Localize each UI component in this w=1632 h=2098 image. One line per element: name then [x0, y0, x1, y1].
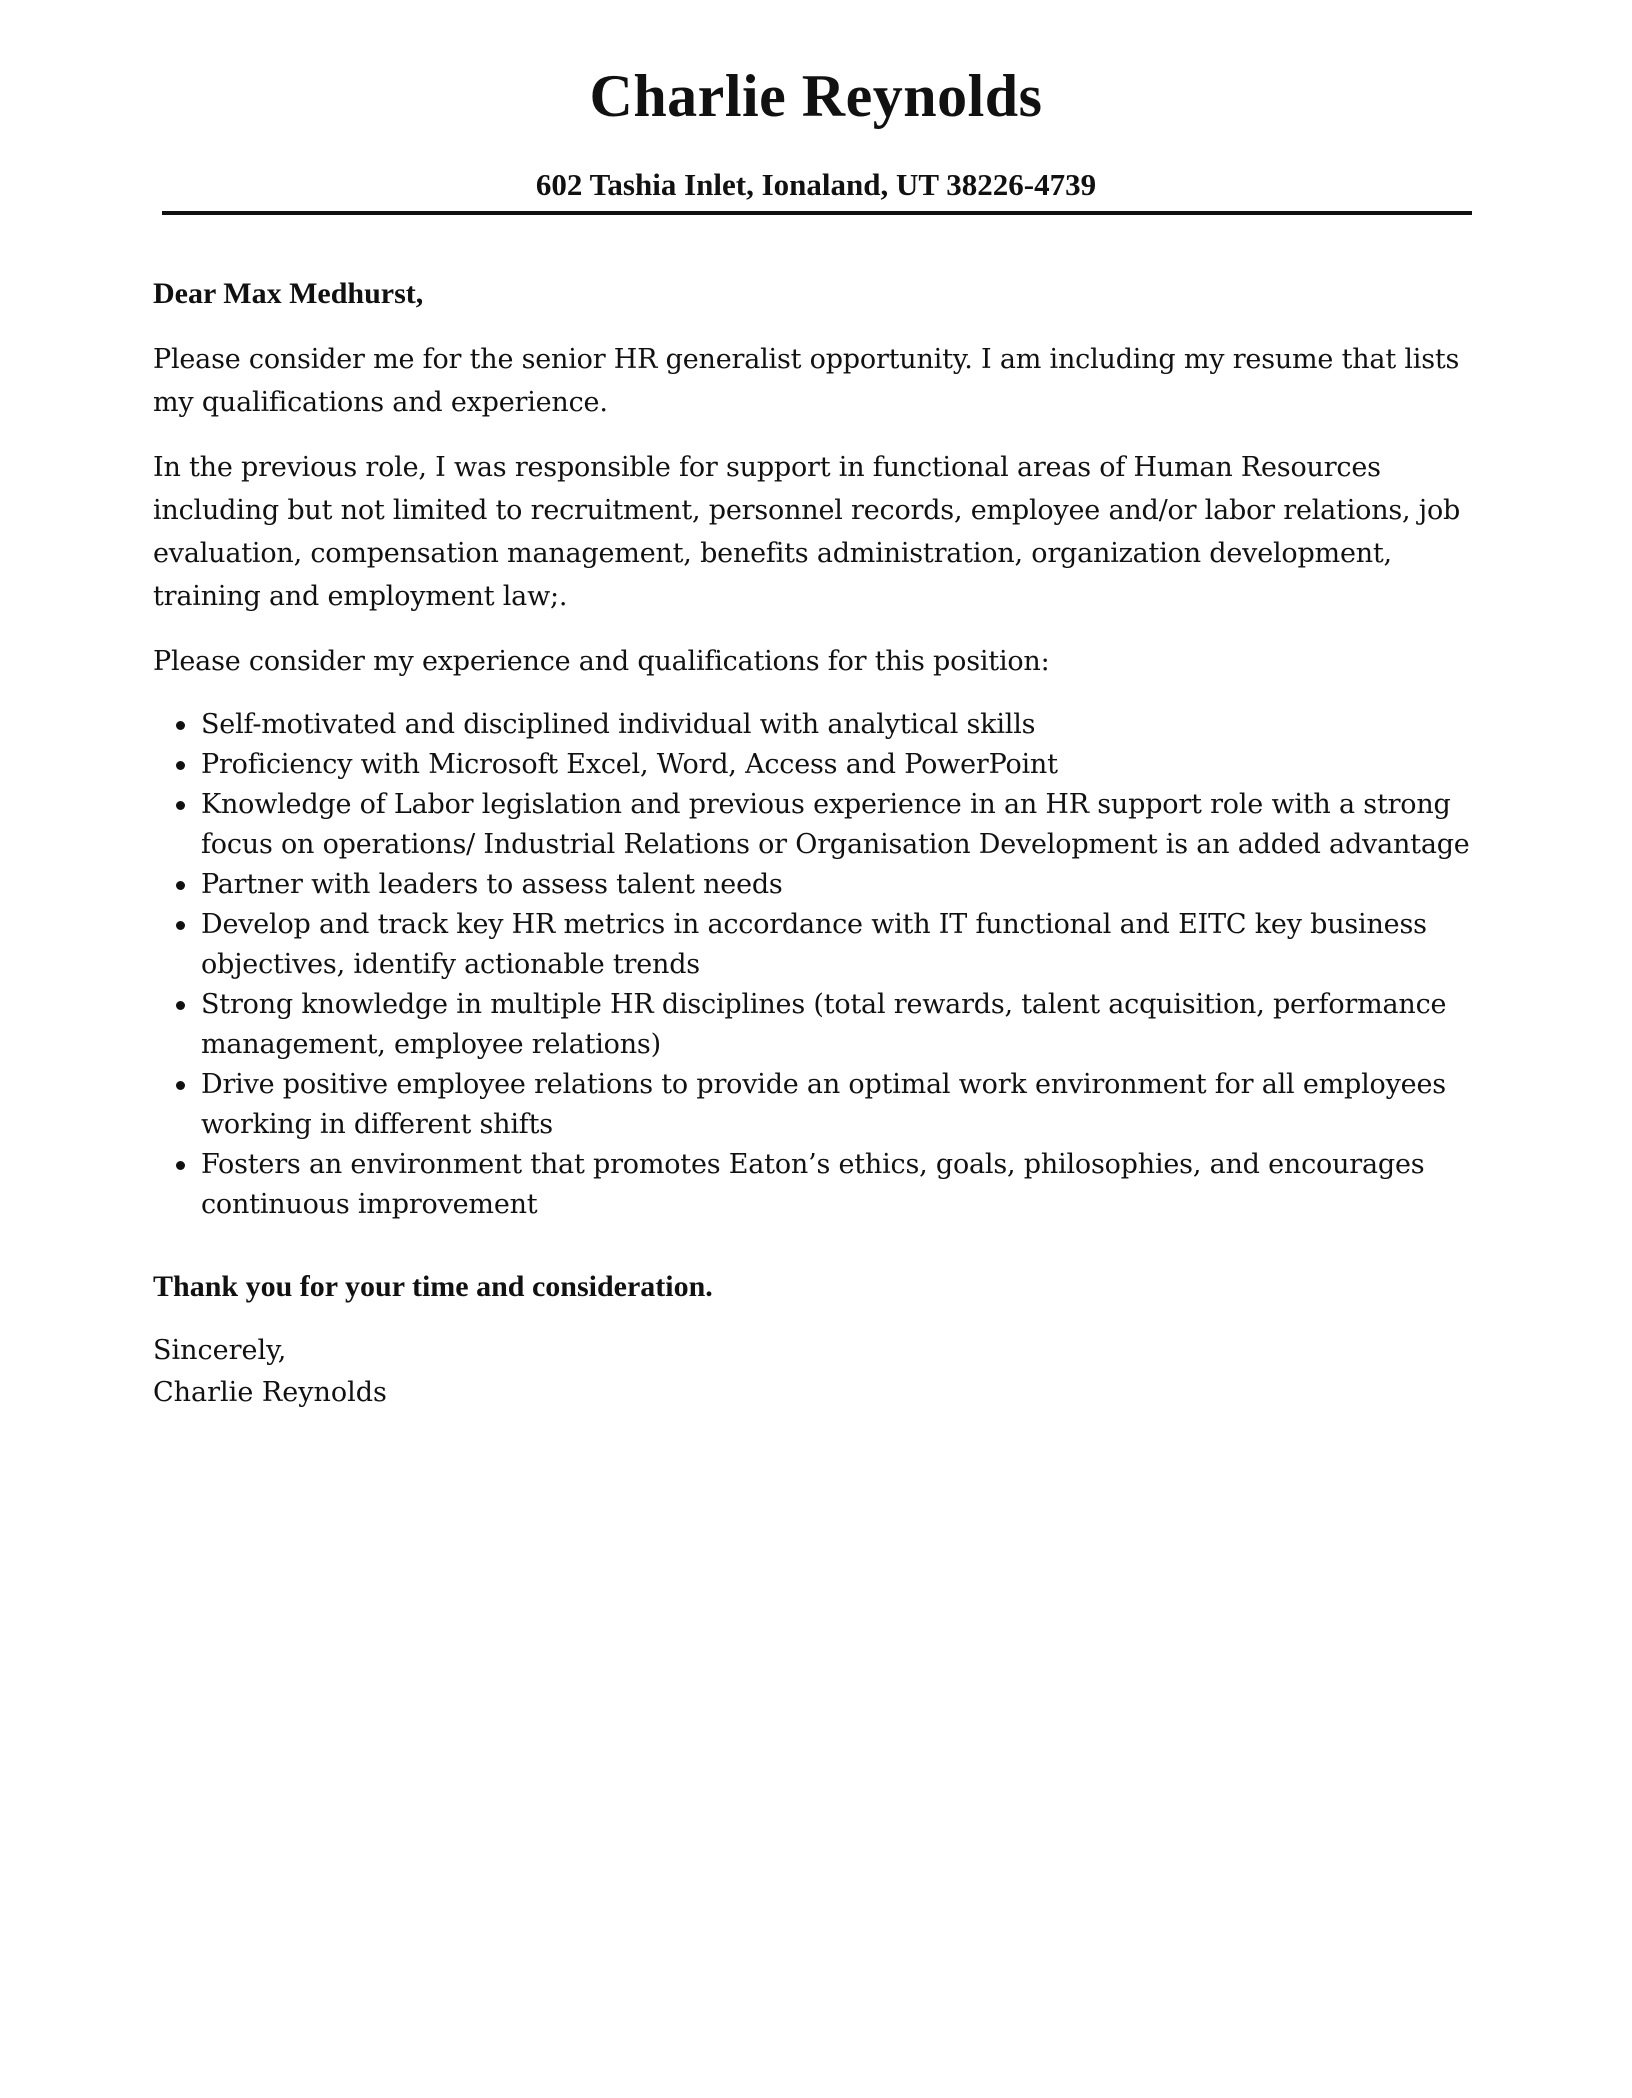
applicant-name: Charlie Reynolds [589, 63, 1043, 129]
intro-paragraph: Please consider me for the senior HR generalist opportunity. I am including my resume that lists my qualifications and experience. [153, 344, 1460, 418]
list-item-text: Drive positive employee relations to provide an optimal work environment for all employees working in different shifts [201, 1069, 1446, 1140]
list-item-text: Proficiency with Microsoft Excel, Word, Access and PowerPoint [201, 749, 1058, 780]
list-item [201, 705, 1483, 745]
list-item [201, 985, 1483, 1065]
bullet-icon [176, 721, 185, 730]
list-item [201, 905, 1483, 985]
list-item-text: Knowledge of Labor legislation and previous experience in an HR support role with a strong focus on operations/ Industrial Relations or Organisation Development is an added advantage [201, 789, 1470, 860]
salutation: Dear Max Medhurst, [153, 277, 424, 310]
list-item [201, 1065, 1483, 1145]
letter-body [153, 272, 1483, 1414]
list-item-text: Partner with leaders to assess talent needs [201, 869, 783, 900]
list-item [201, 745, 1483, 785]
list-item [201, 865, 1483, 905]
bullet-icon [176, 1001, 185, 1010]
header-divider [162, 211, 1472, 215]
bullet-icon [176, 921, 185, 930]
list-item [201, 1145, 1483, 1225]
bullet-icon [176, 761, 185, 770]
bullet-icon [176, 1161, 185, 1170]
list-item [201, 785, 1483, 865]
list-item-text: Strong knowledge in multiple HR disciplines (total rewards, talent acquisition, performance management, employee relations) [201, 989, 1447, 1060]
closing: Sincerely, [153, 1335, 287, 1366]
thanks-line: Thank you for your time and consideration. [153, 1270, 713, 1303]
list-item-text: Fosters an environment that promotes Eaton’s ethics, goals, philosophies, and encourages continuous improvement [201, 1149, 1425, 1220]
qualifications-intro: Please consider my experience and qualifications for this position: [153, 646, 1050, 677]
list-item-text: Develop and track key HR metrics in accordance with IT functional and EITC key business objectives, identify actionable trends [201, 909, 1427, 980]
bullet-icon [176, 801, 185, 810]
experience-paragraph: In the previous role, I was responsible for support in functional areas of Human Resources including but not limited to recruitment, personnel records, employee and/or labor relations, job evaluation, compensation management, benefits administration, organization development, training and employment law;. [153, 452, 1461, 612]
applicant-address: 602 Tashia Inlet, Ionaland, UT 38226-4739 [535, 167, 1097, 202]
signature-name: Charlie Reynolds [153, 1377, 387, 1408]
bullet-icon [176, 881, 185, 890]
list-item-text: Self-motivated and disciplined individual with analytical skills [201, 709, 1036, 740]
bullet-icon [176, 1081, 185, 1090]
qualifications-list [153, 705, 1483, 1225]
